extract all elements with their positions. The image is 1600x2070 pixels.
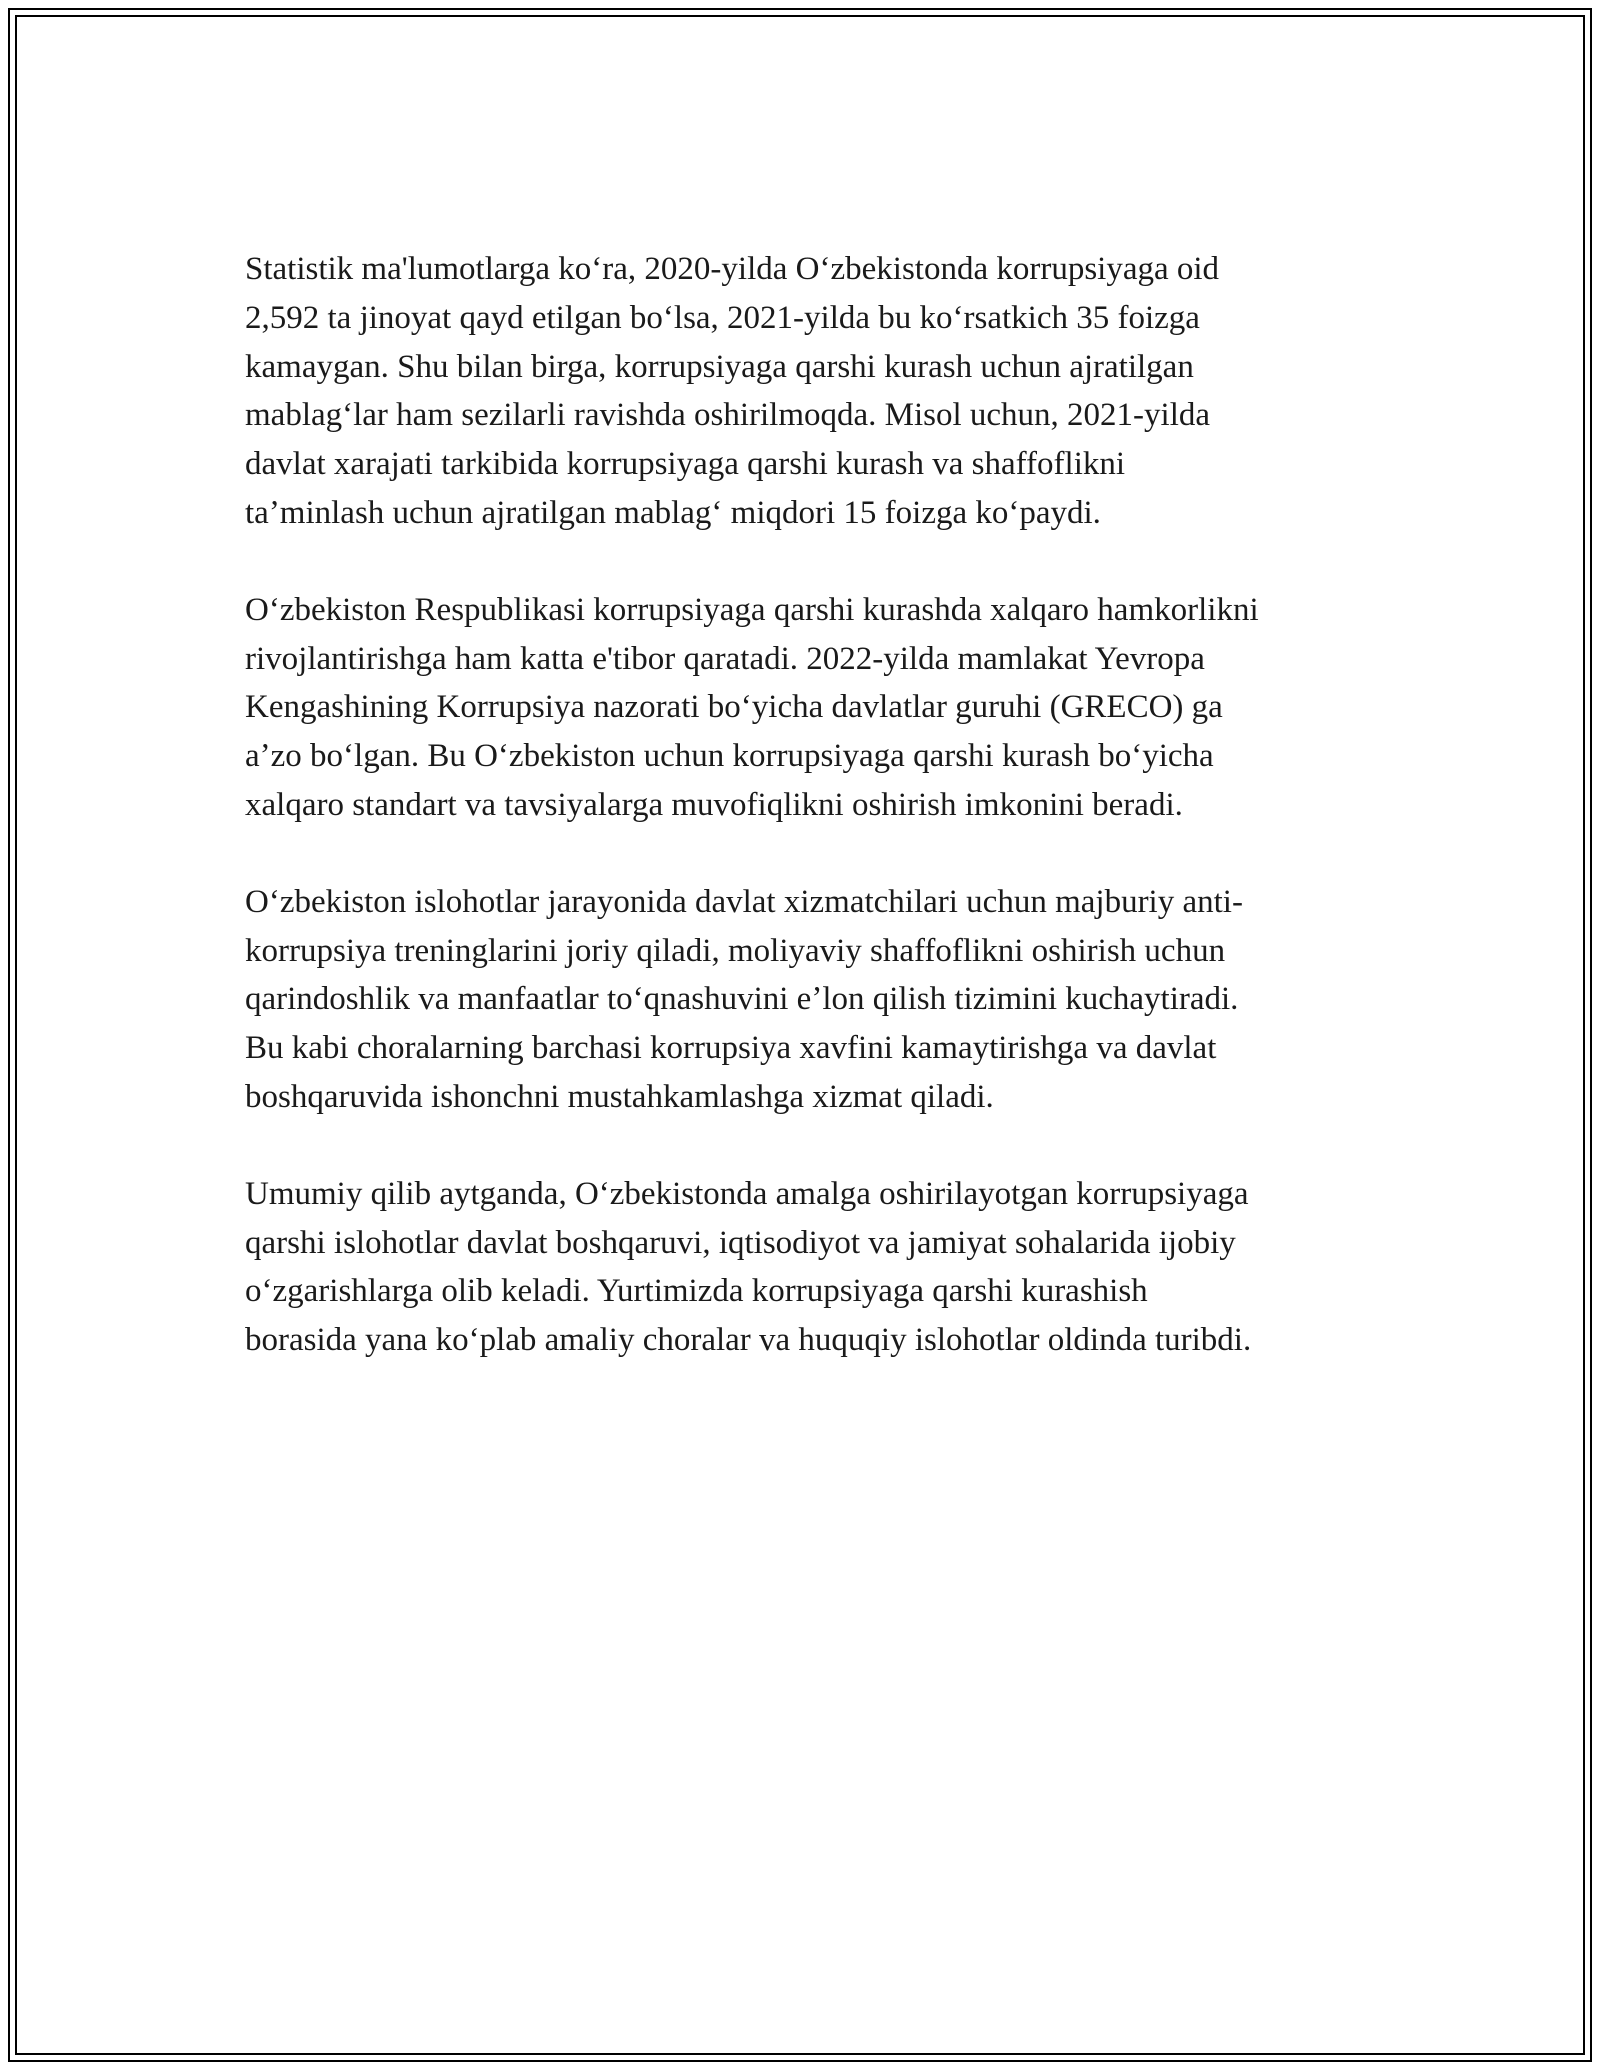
paragraph-international-cooperation: Oʻzbekiston Respublikasi korrupsiyaga qarshi kurashda xalqaro hamkorlikni rivojlantirishga ham katta e'tibor qaratadi. 2022-yilda mamlakat Yevropa Kengashining Korrupsiya nazorati boʻyicha davlatlar guruhi (GRECO) ga aʼzo boʻlgan. Bu Oʻzbekiston uchun korrupsiyaga qarshi kurash boʻyicha xalqaro standart va tavsiyalarga muvofiqlikni oshirish imkonini beradi. — [245, 591, 1259, 823]
paragraph-reforms: Oʻzbekiston islohotlar jarayonida davlat xizmatchilari uchun majburiy anti- korrupsiya treninglarini joriy qiladi, moliyaviy shaffoflikni oshirish uchun qarindoshlik va manfaatlar toʻqnashuvini eʼlon qilish tizimini kuchaytiradi. Bu kabi choralarning barchasi korrupsiya xavfini kamaytirishga va davlat boshqaruvida ishonchni mustahkamlashga xizmat qiladi. — [245, 883, 1243, 1115]
page-border — [8, 8, 1592, 2062]
document-body — [245, 245, 1375, 1413]
paragraph-conclusion: Umumiy qilib aytganda, Oʻzbekistonda amalga oshirilayotgan korrupsiyaga qarshi islohotlar davlat boshqaruvi, iqtisodiyot va jamiyat sohalarida ijobiy oʻzgarishlarga olib keladi. Yurtimizda korrupsiyaga qarshi kurashish borasida yana koʻplab amaliy choralar va huquqiy islohotlar oldinda turibdi. — [245, 1175, 1252, 1359]
paragraph-statistics: Statistik ma'lumotlarga koʻra, 2020-yilda Oʻzbekistonda korrupsiyaga oid 2,592 ta jinoyat qayd etilgan boʻlsa, 2021-yilda bu koʻrsatkich 35 foizga kamaygan. Shu bilan birga, korrupsiyaga qarshi kurash uchun ajratilgan mablagʻlar ham sezilarli ravishda oshirilmoqda. Misol uchun, 2021-yilda davlat xarajati tarkibida korrupsiyaga qarshi kurash va shaffoflikni taʼminlash uchun ajratilgan mablagʻ miqdori 15 foizga koʻpaydi. — [245, 251, 1220, 531]
